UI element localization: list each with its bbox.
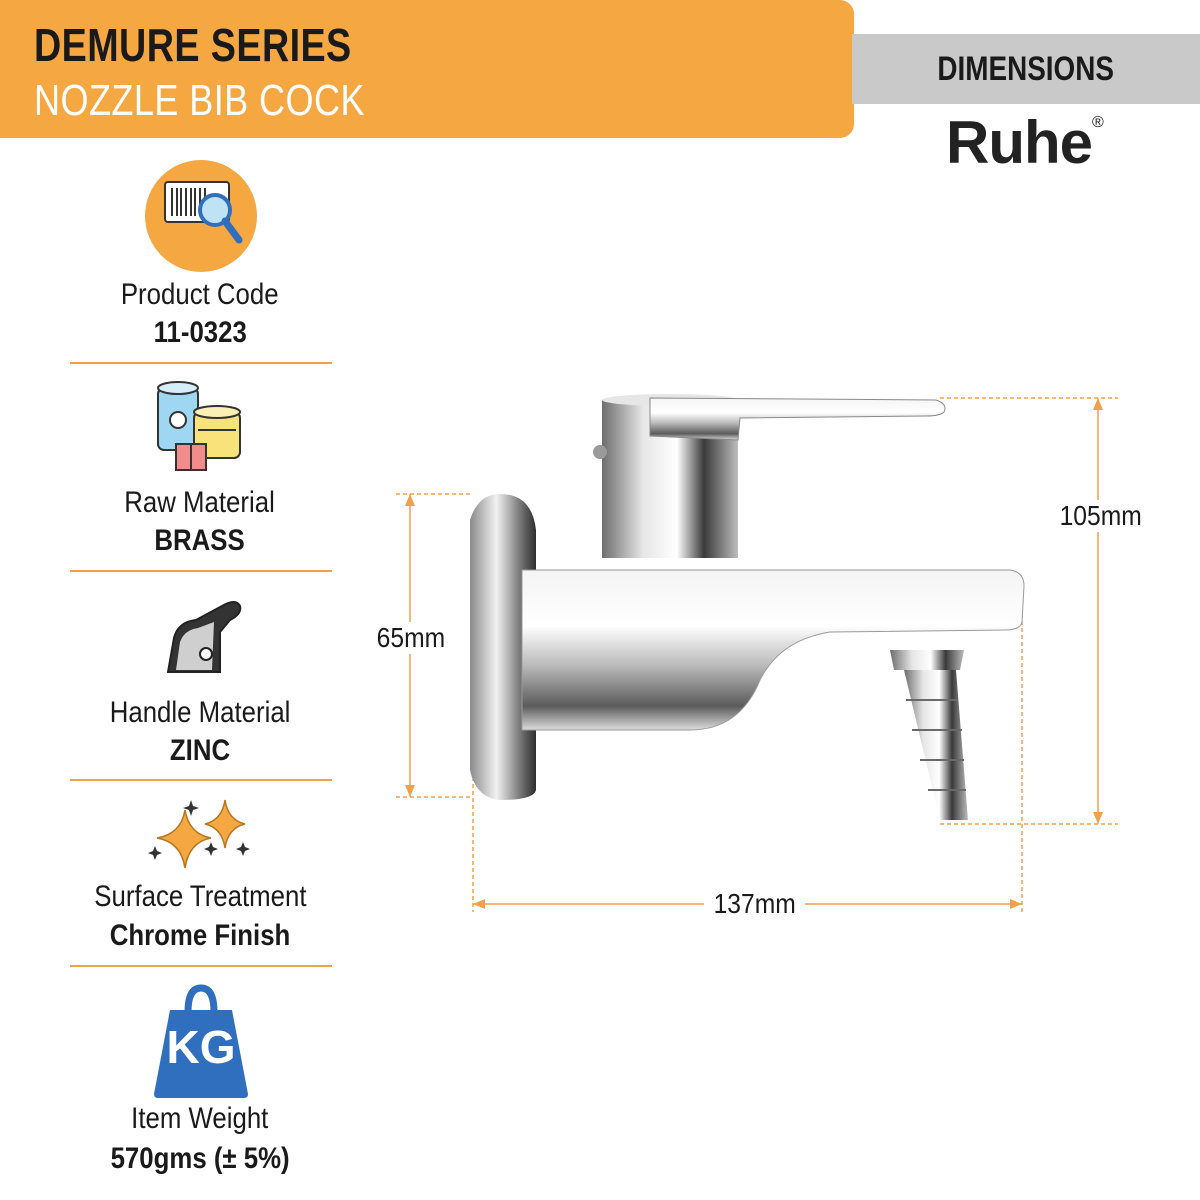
dimensions-label: DIMENSIONS [937, 50, 1115, 88]
material-cans-icon [152, 378, 248, 474]
product-title: NOZZLE BIB COCK [34, 76, 365, 125]
brand-name: Ruhe [946, 109, 1092, 176]
spec-value-surface-treatment: Chrome Finish [109, 919, 291, 952]
divider [70, 362, 332, 364]
spec-label-raw-material: Raw Material [124, 486, 276, 519]
barcode-search-icon [145, 160, 257, 272]
divider [70, 779, 332, 781]
spec-value-raw-material: BRASS [154, 524, 246, 557]
weight-kg-text: KG [166, 1021, 236, 1073]
dimension-height-body: 65mm [368, 622, 454, 654]
weight-kg-icon [152, 984, 250, 1100]
handle-icon [150, 592, 250, 682]
dimension-height-total: 105mm [1050, 500, 1151, 532]
series-title: DEMURE SERIES [34, 19, 352, 71]
spec-label-handle-material: Handle Material [109, 696, 291, 729]
spec-label-product-code: Product Code [121, 278, 279, 311]
divider [70, 965, 332, 967]
spec-value-item-weight: 570gms (± 5%) [110, 1142, 290, 1175]
dimension-length: 137mm [704, 888, 805, 920]
product-dimension-drawing [360, 380, 1160, 940]
spec-label-surface-treatment: Surface Treatment [93, 880, 307, 913]
spec-value-handle-material: ZINC [169, 734, 231, 767]
divider [70, 570, 332, 572]
brand-logo [946, 108, 1103, 177]
registered-mark: ® [1092, 114, 1103, 131]
spec-value-product-code: 11-0323 [153, 316, 247, 349]
spec-label-item-weight: Item Weight [131, 1102, 269, 1135]
sparkle-icon [145, 798, 257, 876]
